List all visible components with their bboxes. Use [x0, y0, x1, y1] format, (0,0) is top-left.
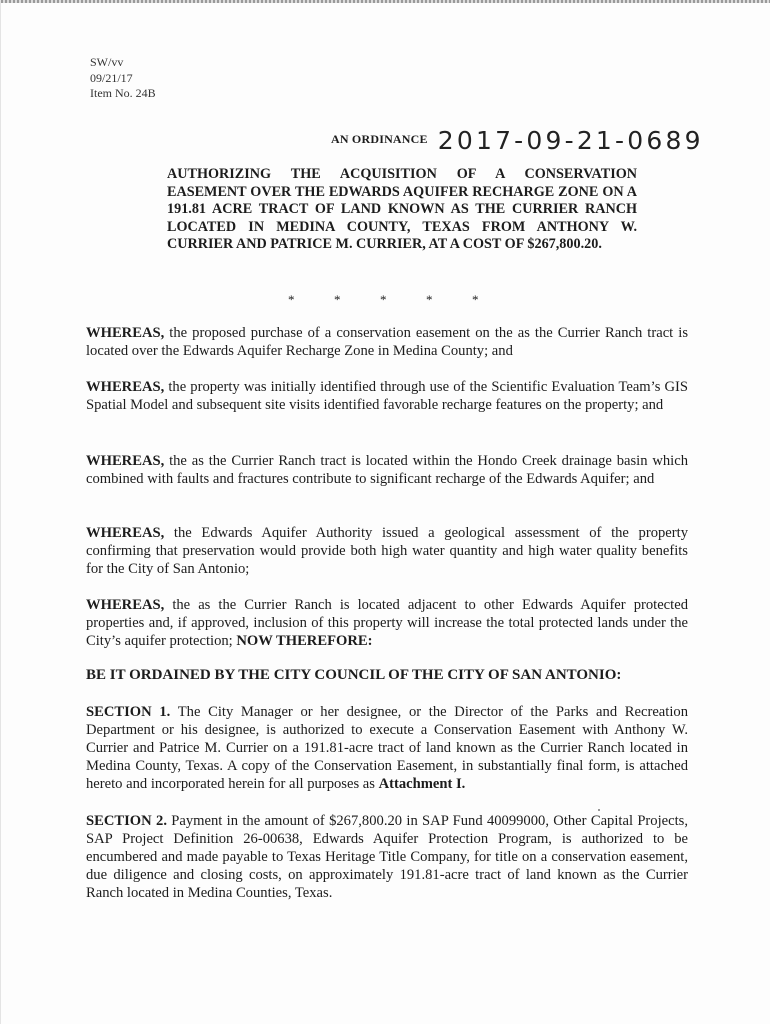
whereas-lead: WHEREAS, [86, 379, 165, 395]
whereas-clause-2 [86, 378, 688, 414]
separator-star: * [288, 292, 295, 307]
now-therefore: NOW THEREFORE: [236, 633, 373, 649]
separator-star: * [380, 292, 387, 307]
attachment-reference: Attachment I. [378, 776, 466, 792]
whereas-clause-5 [86, 596, 688, 650]
whereas-clause-1 [86, 324, 688, 360]
whereas-text: the as the Currier Ranch tract is located within the Hondo Creek drainage basin which combined with faults and fractures contribute to significant recharge of the Edwards Aquifer; and [86, 453, 688, 487]
scan-edge [1, 0, 770, 3]
separator-star: * [426, 292, 433, 307]
separator-stars [288, 292, 518, 308]
whereas-text: the Edwards Aquifer Authority issued a geological assessment of the property confirming that preservation would provide both high water quantity and high water quality benefits for the City of San Antonio; [86, 525, 688, 577]
ordinance-number: 2017-09-21-0689 [437, 126, 704, 155]
whereas-lead: WHEREAS, [86, 325, 165, 341]
whereas-lead: WHEREAS, [86, 453, 165, 469]
section-2 [86, 812, 688, 902]
whereas-clause-4 [86, 524, 688, 578]
whereas-text: the as the Currier Ranch is located adjacent to other Edwards Aquifer protected properties and, if approved, inclusion of this property will increase the total protected lands under the City’s aquifer protection; [86, 597, 688, 649]
whereas-lead: WHEREAS, [86, 525, 165, 541]
section-lead: SECTION 2. [86, 813, 167, 829]
ordained-heading: BE IT ORDAINED BY THE CITY COUNCIL OF THE CITY OF SAN ANTONIO: [86, 667, 622, 683]
whereas-clause-3 [86, 452, 688, 488]
ordinance-line [331, 126, 704, 155]
scan-speck [598, 809, 600, 811]
section-lead: SECTION 1. [86, 704, 171, 720]
document-date: 09/21/17 [90, 70, 133, 85]
header-meta [90, 55, 156, 102]
whereas-lead: WHEREAS, [86, 597, 165, 613]
section-text: Payment in the amount of $267,800.20 in SAP Fund 40099000, Other Capital Projects, SAP Project Definition 26-00638, Edwards Aquifer Protection Program, is authorized to be encumbered and made payable to Texas Heritage Title Company, for title on a conservation easement, due diligence and closing costs, on approximately 191.81-acre tract of land known as the Currier Ranch located in Medina Counties, Texas. [86, 813, 688, 901]
item-number: Item No. 24B [90, 86, 156, 100]
initials: SW/vv [90, 55, 124, 69]
ordinance-title: AUTHORIZING THE ACQUISITION OF A CONSERVATION EASEMENT OVER THE EDWARDS AQUIFER RECHARGE ZONE ON A 191.81 ACRE TRACT OF LAND KNOWN AS THE CURRIER RANCH LOCATED IN MEDINA COUNTY, TEXAS FROM ANTHONY W. CURRIER AND PATRICE M. CURRIER, AT A COST OF $267,800.20. [167, 166, 637, 252]
ordinance-label: AN ORDINANCE [331, 132, 428, 146]
whereas-text: the proposed purchase of a conservation easement on the as the Currier Ranch tract is located over the Edwards Aquifer Recharge Zone in Medina County; and [86, 325, 688, 359]
section-1 [86, 703, 688, 793]
separator-star: * [334, 292, 341, 307]
whereas-text: the property was initially identified through use of the Scientific Evaluation Team’s GIS Spatial Model and subsequent site visits identified favorable recharge features on the property; and [86, 379, 688, 413]
section-text: The City Manager or her designee, or the Director of the Parks and Recreation Department or his designee, is authorized to execute a Conservation Easement with Anthony W. Currier and Patrice M. Currier on a 191.81-acre tract of land known as the Currier Ranch located in Medina County, Texas. A copy of the Conservation Easement, in substantially final form, is attached hereto and incorporated herein for all purposes as [86, 704, 688, 792]
separator-star: * [472, 292, 479, 307]
